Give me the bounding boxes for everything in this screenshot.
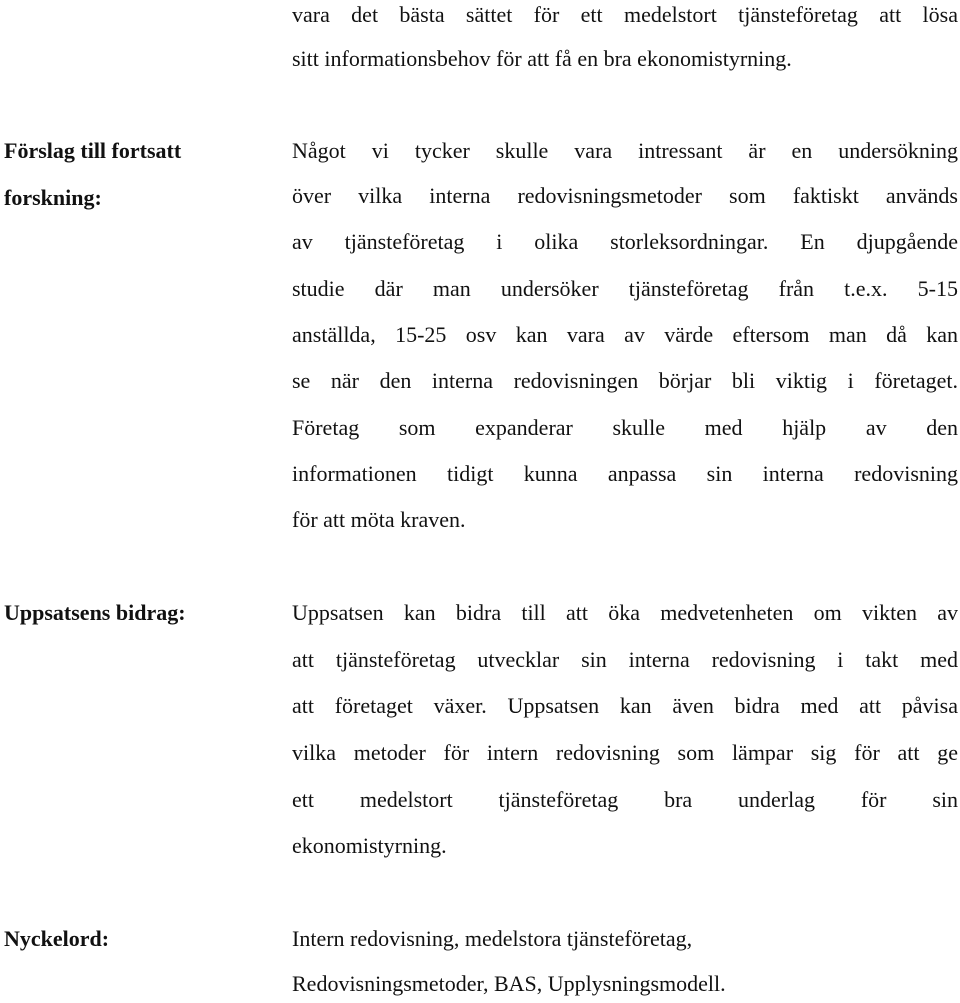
intro-line-1: vara det bästa sättet för ett medelstort tjänsteföretag att lösa [292, 2, 958, 27]
further-research-label-line-1: Förslag till fortsatt [4, 138, 182, 163]
contribution-line-6: ekonomistyrning. [292, 833, 447, 858]
further-research-label-line-2: forskning: [4, 185, 102, 210]
contribution-line-1: Uppsatsen kan bidra till att öka medvetenheten om vikten av [292, 600, 958, 625]
keywords-line-2: Redovisningsmetoder, BAS, Upplysningsmodell. [292, 971, 726, 996]
contribution-label: Uppsatsens bidrag: [4, 600, 186, 625]
keywords-line-1: Intern redovisning, medelstora tjänsteföretag, [292, 926, 693, 951]
contribution-line-2: att tjänsteföretag utvecklar sin interna redovisning i takt med [292, 647, 958, 672]
further-research-line-5: anställda, 15-25 osv kan vara av värde eftersom man då kan [292, 322, 958, 347]
further-research-line-8: informationen tidigt kunna anpassa sin interna redovisning [292, 461, 958, 486]
keywords-label: Nyckelord: [4, 926, 110, 951]
intro-line-2: sitt informationsbehov för att få en bra ekonomistyrning. [292, 46, 792, 71]
further-research-line-1: Något vi tycker skulle vara intressant är en undersökning [292, 138, 958, 163]
contribution-line-5: ett medelstort tjänsteföretag bra underlag för sin [292, 787, 958, 812]
further-research-line-6: se när den interna redovisningen börjar bli viktig i företaget. [292, 368, 958, 393]
further-research-line-9: för att möta kraven. [292, 507, 466, 532]
contribution-line-3: att företaget växer. Uppsatsen kan även bidra med att påvisa [292, 693, 958, 718]
contribution-line-4: vilka metoder för intern redovisning som lämpar sig för att ge [292, 740, 958, 765]
further-research-line-4: studie där man undersöker tjänsteföretag från t.e.x. 5-15 [292, 276, 958, 301]
further-research-line-7: Företag som expanderar skulle med hjälp av den [292, 415, 958, 440]
further-research-line-2: över vilka interna redovisningsmetoder som faktiskt används [292, 183, 958, 208]
further-research-line-3: av tjänsteföretag i olika storleksordningar. En djupgående [292, 229, 958, 254]
